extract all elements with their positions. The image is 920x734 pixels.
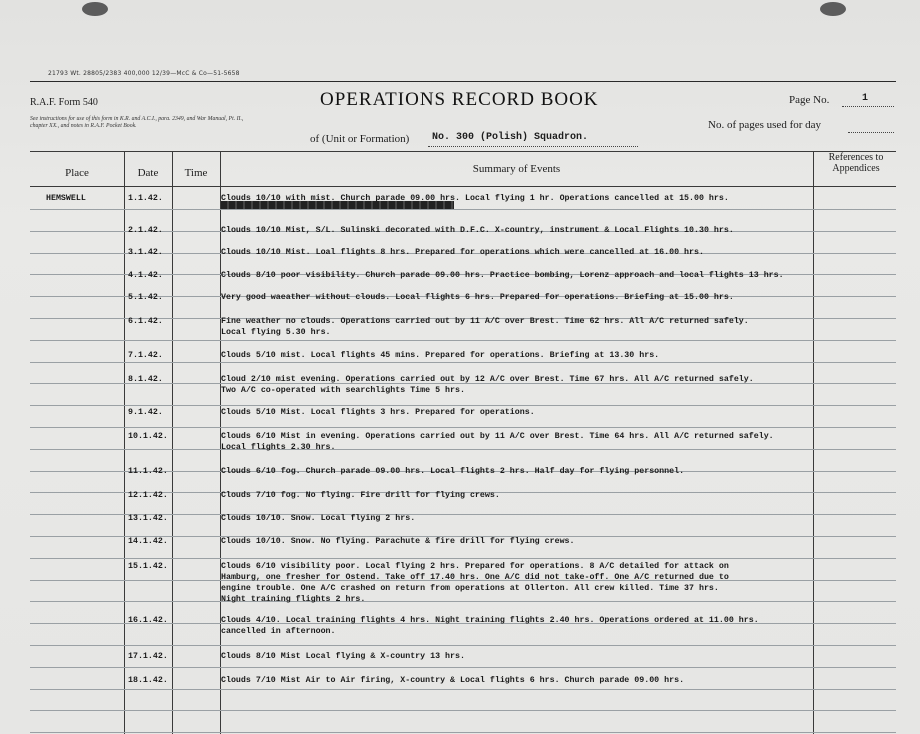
header-rule bbox=[30, 81, 896, 82]
entry-summary: Fine weather no clouds. Operations carried out by 11 A/C over Brest. Time 62 hrs. All A/C returned safely. Local flying 5.30 hrs. bbox=[221, 317, 749, 337]
column-divider bbox=[172, 151, 173, 734]
punch-hole bbox=[820, 2, 846, 16]
entry-date: 9.1.42. bbox=[128, 408, 163, 417]
entry-date: 5.1.42. bbox=[128, 293, 163, 302]
ruled-line bbox=[30, 710, 896, 711]
entry-summary: Clouds 5/10 mist. Local flights 45 mins. Prepared for operations. Briefing at 13.30 hrs. bbox=[221, 351, 660, 360]
page-number-value: 1 bbox=[862, 93, 869, 104]
unit-value: No. 300 (Polish) Squadron. bbox=[432, 132, 589, 143]
unit-label: of (Unit or Formation) bbox=[310, 133, 410, 145]
entry-date: 14.1.42. bbox=[128, 537, 168, 546]
entry-summary: Clouds 6/10 Mist in evening. Operations carried out by 11 A/C over Brest. Time 64 hrs. All A/C returned safely. Local flights 2.30 hrs. bbox=[221, 432, 774, 452]
table-header-rule bbox=[30, 186, 896, 187]
entry-summary: Clouds 10/10. Snow. No flying. Parachute & fire drill for flying crews. bbox=[221, 537, 575, 546]
entry-date: 12.1.42. bbox=[128, 491, 168, 500]
entry-date: 3.1.42. bbox=[128, 248, 163, 257]
entry-date: 10.1.42. bbox=[128, 432, 168, 441]
entry-date: 2.1.42. bbox=[128, 226, 163, 235]
punch-hole bbox=[82, 2, 108, 16]
pages-used-dotted-line bbox=[848, 132, 894, 133]
ruled-line bbox=[30, 732, 896, 733]
entry-date: 17.1.42. bbox=[128, 652, 168, 661]
printer-imprint: 21793 Wt. 28805/2383 400,000 12/39—McC & Co—51-5658 bbox=[48, 70, 240, 77]
entry-summary: Clouds 8/10 poor visibility. Church parade 09.00 hrs. Practice bombing, Lorenz approach and local flights 13 hrs. bbox=[221, 271, 784, 280]
entry-summary: Clouds 10/10. Snow. Local flying 2 hrs. bbox=[221, 514, 416, 523]
entry-summary: Clouds 6/10 fog. Church parade 09.00 hrs. Local flights 2 hrs. Half day for flying personnel. bbox=[221, 467, 685, 476]
column-header-date: Date bbox=[137, 167, 159, 179]
entry-date: 8.1.42. bbox=[128, 375, 163, 384]
column-divider bbox=[124, 151, 125, 734]
column-header-summary: Summary of Events bbox=[472, 163, 561, 175]
entry-date: 15.1.42. bbox=[128, 562, 168, 571]
entry-summary: Clouds 5/10 Mist. Local flights 3 hrs. Prepared for operations. bbox=[221, 408, 535, 417]
entry-date: 18.1.42. bbox=[128, 676, 168, 685]
page-number-label: Page No. bbox=[789, 94, 830, 106]
column-header-place: Place bbox=[65, 167, 89, 179]
ruled-line bbox=[30, 209, 896, 210]
ruled-line bbox=[30, 427, 896, 428]
ruled-line bbox=[30, 558, 896, 559]
entry-summary: Clouds 8/10 Mist Local flying & X-country 13 hrs. bbox=[221, 652, 465, 661]
table-top-rule bbox=[30, 151, 896, 152]
entry-summary: Clouds 10/10 Mist. Loal flights 8 hrs. Prepared for operations which were cancelled at 16.00 hrs. bbox=[221, 248, 704, 257]
entry-date: 4.1.42. bbox=[128, 271, 163, 280]
ruled-line bbox=[30, 362, 896, 363]
page-dotted-line bbox=[842, 106, 894, 107]
entry-date: 16.1.42. bbox=[128, 616, 168, 625]
entry-date: 13.1.42. bbox=[128, 514, 168, 523]
entry-summary: Clouds 7/10 fog. No flying. Fire drill for flying crews. bbox=[221, 491, 500, 500]
entry-summary: Clouds 6/10 visibility poor. Local flying 2 hrs. Prepared for operations. 8 A/C detailed for attack on Hamburg, one fresher for Ostend. Take off 17.40 hrs. One A/C did not take-off. One A/C returned due to engine trouble. One A/C crashed on return from operations at Ollerton. All crew killed. Time 37 hrs. Night training flights 2 hrs. bbox=[221, 562, 729, 604]
column-header-time: Time bbox=[184, 167, 208, 179]
ruled-line bbox=[30, 340, 896, 341]
column-divider bbox=[813, 151, 814, 734]
unit-dotted-line bbox=[428, 146, 638, 147]
entry-date: 1.1.42. bbox=[128, 194, 163, 203]
ruled-line bbox=[30, 645, 896, 646]
ruled-line bbox=[30, 667, 896, 668]
entry-date: 7.1.42. bbox=[128, 351, 163, 360]
entry-summary: Clouds 4/10. Local training flights 4 hrs. Night training flights 2.40 hrs. Operations ordered at 11.00 hrs. cancelled in afternoon. bbox=[221, 616, 759, 636]
ruled-line bbox=[30, 405, 896, 406]
entry-date: 11.1.42. bbox=[128, 467, 168, 476]
entry-summary: Clouds 7/10 Mist Air to Air firing, X-country & Local flights 6 hrs. Church parade 09.00 hrs. bbox=[221, 676, 685, 685]
document-title: OPERATIONS RECORD BOOK bbox=[320, 89, 599, 110]
place-entry: HEMSWELL bbox=[46, 194, 86, 203]
entry-summary: Clouds 10/10 with mist. Church parade 09.00 hrs. Local flying 1 hr. Operations cancelled at 15.00 hrs. bbox=[221, 194, 729, 203]
entry-summary: Clouds 10/10 Mist, S/L. Sulinski decorated with D.F.C. X-country, instrument & Local Flights 10.30 hrs. bbox=[221, 226, 734, 235]
form-instructions: See instructions for use of this form in K.R. and A.C.I., para. 2349, and War Manual, Pt. II., chapter XX., and notes in R.A.F. Pocket Book. bbox=[30, 116, 244, 129]
entry-summary: Cloud 2/10 mist evening. Operations carried out by 12 A/C over Brest. Time 67 hrs. All A/C returned safely. Two A/C co-operated with searchlights Time 5 hrs. bbox=[221, 375, 754, 395]
entry-date: 6.1.42. bbox=[128, 317, 163, 326]
pages-used-label: No. of pages used for day bbox=[708, 119, 822, 131]
entry-summary: Very good waeather without clouds. Local flights 6 hrs. Prepared for operations. Briefing at 15.00 hrs. bbox=[221, 293, 734, 302]
ruled-line bbox=[30, 689, 896, 690]
column-header-references: References to Appendices bbox=[828, 152, 884, 174]
form-number: R.A.F. Form 540 bbox=[30, 97, 98, 108]
